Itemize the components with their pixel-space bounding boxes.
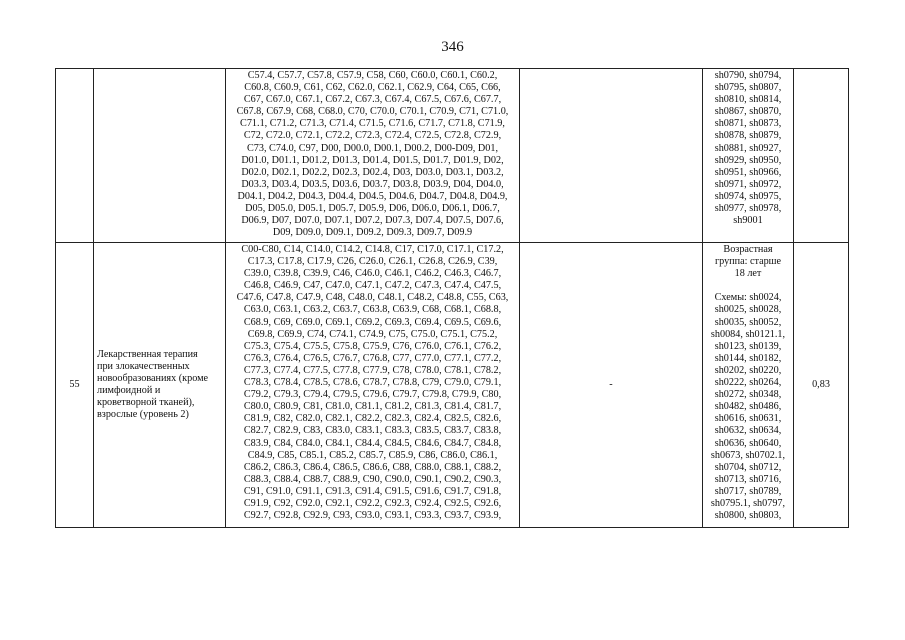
criteria-cell [703,69,794,243]
diagnosis-codes-line: C57.4, C57.7, C57.8, C57.9, C58, C60, C60.0, C60.1, C60.2, [247,70,498,81]
group-name-cell [94,243,226,528]
coefficient-value: 0,83 [812,378,830,390]
coefficient-cell [794,243,849,528]
criteria-line: sh0704, sh0712, [714,461,782,473]
criteria-line: Возрастная [723,244,773,255]
diagnosis-codes-line: C73, C74.0, C97, D00, D00.0, D00.1, D00.2, D00-D09, D01, [246,142,498,154]
diagnosis-codes-line: C39.0, C39.8, C39.9, C46, C46.0, C46.1, C46.2, C46.3, C46.7, [243,268,502,280]
diagnosis-codes-line: C71.1, C71.2, C71.3, C71.4, C71.5, C71.6, C71.7, C71.8, C71.9, [240,118,505,130]
table-row [56,243,849,528]
criteria-line: sh0971, sh0972, [714,178,782,190]
criteria-line: sh0878, sh0879, [714,130,782,142]
criteria-line: sh0272, sh0348, [714,389,782,401]
page-number: 346 [441,39,464,55]
criteria-line: sh0951, sh0966, [714,166,782,178]
diagnosis-codes-cell [226,243,520,528]
criteria-line: sh0035, sh0052, [714,316,782,328]
diagnosis-codes-line: C92.7, C92.8, C92.9, C93, C93.0, C93.1, C93.3, C93.7, C93.9, [243,510,502,522]
criteria-line: группа: старше [714,256,782,268]
criteria-line: sh0202, sh0220, [714,364,782,376]
criteria-line: sh0810, sh0814, [714,94,782,106]
diagnosis-codes-line: C60.8, C60.9, C61, C62, C62.0, C62.1, C62.9, C64, C65, C66, [244,82,501,94]
criteria-line: sh0084, sh0121.1, [710,328,786,340]
group-name-line: новообразованиях (кроме [97,372,209,384]
diagnosis-codes-line: C86.2, C86.3, C86.4, C86.5, C86.6, C88, C88.0, C88.1, C88.2, [243,461,502,473]
diagnosis-codes-line: C72, C72.0, C72.1, C72.2, C72.3, C72.4, C72.5, C72.8, C72.9, [243,130,502,142]
diagnosis-codes-line: C67, C67.0, C67.1, C67.2, C67.3, C67.4, C67.5, C67.6, C67.7, [243,94,502,106]
diagnosis-codes-line: C46.8, C46.9, C47, C47.0, C47.1, C47.2, C47.3, C47.4, C47.5, [243,280,502,292]
criteria-line: sh0867, sh0870, [714,106,782,118]
diagnosis-codes-line: C75.3, C75.4, C75.5, C75.8, C75.9, C76, C76.0, C76.1, C76.2, [243,340,502,352]
criteria-line: Схемы: sh0024, [714,292,782,304]
criteria-line: sh0222, sh0264, [714,377,782,389]
criteria-line: sh0673, sh0702.1, [710,449,786,461]
group-name-line: взрослые (уровень 2) [97,409,189,421]
diagnosis-codes-line: C47.6, C47.8, C47.9, C48, C48.0, C48.1, C48.2, C48.8, C55, C63, [236,292,509,304]
row-number-cell [56,243,94,528]
table-row [56,69,849,243]
service-code-cell [520,69,703,243]
group-name-line: при злокачественных [97,360,190,372]
criteria-line: sh0795.1, sh0797, [710,497,786,509]
criteria-line: sh9001 [733,215,763,227]
diagnosis-codes-line: C63.0, C63.1, C63.2, C63.7, C63.8, C63.9, C68, C68.1, C68.8, [243,304,502,316]
criteria-line: sh0482, sh0486, [714,401,782,413]
criteria-line: sh0881, sh0927, [714,142,782,154]
diagnosis-codes-line: C78.3, C78.4, C78.5, C78.6, C78.7, C78.8, C79, C79.0, C79.1, [243,377,502,389]
criteria-line: sh0871, sh0873, [714,118,782,130]
diagnosis-codes-line: D01.0, D01.1, D01.2, D01.3, D01.4, D01.5, D01.7, D01.9, D02, [241,154,504,166]
group-name-cell [94,69,226,243]
group-name-line: кроветворной тканей), [97,397,195,409]
diagnosis-codes-line: D02.0, D02.1, D02.2, D02.3, D02.4, D03, D03.0, D03.1, D03.2, [241,166,504,178]
group-name-line: лимфоидной и [97,385,161,396]
diagnosis-codes-line: C67.8, C67.9, C68, C68.0, C70, C70.0, C70.1, C70.9, C71, C71.0, [236,106,509,118]
criteria-cell [703,243,794,528]
criteria-line: sh0616, sh0631, [714,413,782,425]
criteria-line: sh0636, sh0640, [714,437,782,449]
diagnosis-codes-line: C91, C91.0, C91.1, C91.3, C91.4, C91.5, C91.6, C91.7, C91.8, [243,485,502,497]
criteria-line: sh0974, sh0975, [714,190,782,202]
criteria-line: sh0795, sh0807, [714,82,782,94]
criteria-line: sh0632, sh0634, [714,425,782,437]
tariff-table [55,68,849,528]
diagnosis-codes-line: C82.7, C82.9, C83, C83.0, C83.1, C83.3, C83.5, C83.7, C83.8, [243,425,502,437]
diagnosis-codes-line: D09, D09.0, D09.1, D09.2, D09.3, D09.7, D09.9 [272,227,473,239]
group-name-line: Лекарственная терапия [97,348,198,360]
service-code-cell [520,243,703,528]
row-number: 55 [69,378,80,390]
diagnosis-codes-line: C88.3, C88.4, C88.7, C88.9, C90, C90.0, C90.1, C90.2, C90.3, [243,473,502,485]
diagnosis-codes-line: C77.3, C77.4, C77.5, C77.8, C77.9, C78, C78.0, C78.1, C78.2, [243,364,502,376]
diagnosis-codes-line: C81.9, C82, C82.0, C82.1, C82.2, C82.3, C82.4, C82.5, C82.6, [243,413,502,425]
criteria-line [703,280,793,292]
diagnosis-codes-line: C17.3, C17.8, C17.9, C26, C26.0, C26.1, C26.8, C26.9, C39, [247,256,498,268]
diagnosis-codes-line: C83.9, C84, C84.0, C84.1, C84.4, C84.5, C84.6, C84.7, C84.8, [243,437,502,449]
criteria-line: sh0790, sh0794, [714,70,782,81]
criteria-line: sh0977, sh0978, [714,203,782,215]
diagnosis-codes-line: C79.2, C79.3, C79.4, C79.5, C79.6, C79.7, C79.8, C79.9, C80, [243,389,502,401]
diagnosis-codes-line: C76.3, C76.4, C76.5, C76.7, C76.8, C77, C77.0, C77.1, C77.2, [243,352,502,364]
diagnosis-codes-line: D05, D05.0, D05.1, D05.7, D05.9, D06, D06.0, D06.1, D06.7, [245,203,500,215]
criteria-line: sh0800, sh0803, [714,510,782,522]
diagnosis-codes-line: C91.9, C92, C92.0, C92.1, C92.2, C92.3, C92.4, C92.5, C92.6, [243,497,502,509]
diagnosis-codes-line: C80.0, C80.9, C81, C81.0, C81.1, C81.2, C81.3, C81.4, C81.7, [243,401,502,413]
diagnosis-codes-line: D03.3, D03.4, D03.5, D03.6, D03.7, D03.8, D03.9, D04, D04.0, [241,178,504,190]
criteria-line: sh0123, sh0139, [714,340,782,352]
diagnosis-codes-line: C69.8, C69.9, C74, C74.1, C74.9, C75, C75.0, C75.1, C75.2, [247,328,498,340]
criteria-line: sh0713, sh0716, [714,473,782,485]
criteria-line: 18 лет [734,268,762,280]
diagnosis-codes-line: D06.9, D07, D07.0, D07.1, D07.2, D07.3, D07.4, D07.5, D07.6, [241,215,504,227]
criteria-line: sh0717, sh0789, [714,485,782,497]
diagnosis-codes-line: C68.9, C69, C69.0, C69.1, C69.2, C69.3, C69.4, C69.5, C69.6, [243,316,502,328]
row-number-cell [56,69,94,243]
diagnosis-codes-line: C84.9, C85, C85.1, C85.2, C85.7, C85.9, C86, C86.0, C86.1, [247,449,498,461]
diagnosis-codes-cell [226,69,520,243]
diagnosis-codes-line: C00-C80, C14, C14.0, C14.2, C14.8, C17, C17.0, C17.1, C17.2, [241,244,504,255]
criteria-line: sh0025, sh0028, [714,304,782,316]
coefficient-cell [794,69,849,243]
service-code: - [609,378,613,390]
criteria-line: sh0144, sh0182, [714,352,782,364]
criteria-line: sh0929, sh0950, [714,154,782,166]
diagnosis-codes-line: D04.1, D04.2, D04.3, D04.4, D04.5, D04.6, D04.7, D04.8, D04.9, [237,190,508,202]
